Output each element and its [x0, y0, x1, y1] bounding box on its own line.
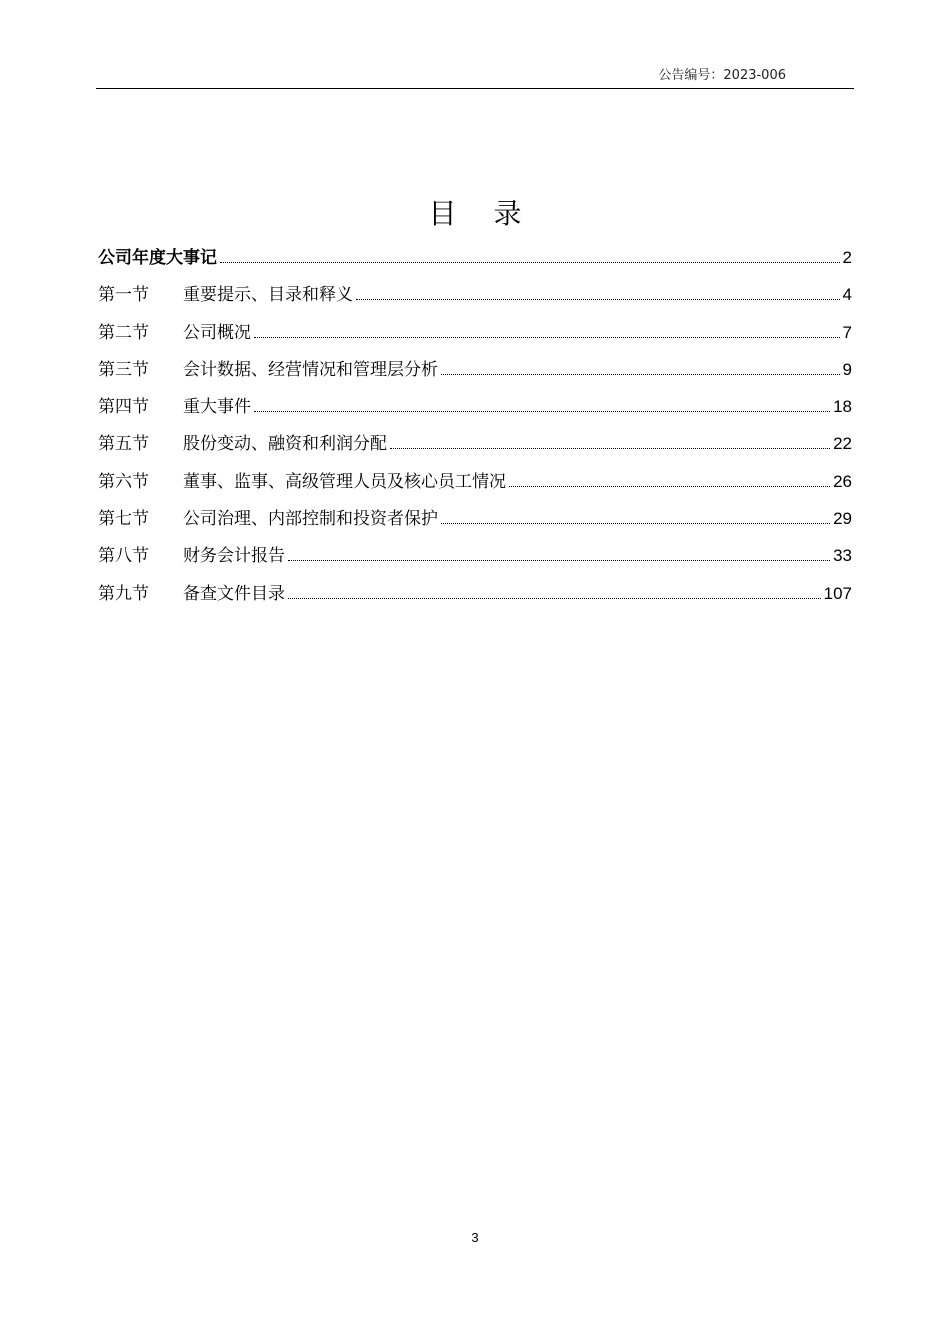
toc-entry-annual-events[interactable] — [98, 246, 852, 283]
dot-leader — [441, 509, 830, 524]
toc-entry-page: 18 — [833, 397, 852, 417]
toc-entry-page: 4 — [842, 285, 852, 305]
toc-entry-section-6[interactable] — [98, 470, 852, 507]
toc-entry-label: 董事、监事、高级管理人员及核心员工情况 — [183, 471, 506, 492]
toc-entry-page: 107 — [823, 583, 852, 603]
toc-title: 目 录 — [428, 197, 536, 230]
toc-section-number: 第八节 — [98, 546, 149, 567]
toc-entry-label: 重大事件 — [183, 397, 251, 418]
header-divider — [96, 88, 854, 89]
toc-entry-label: 公司年度大事记 — [98, 248, 217, 268]
toc-entry-section-9[interactable] — [98, 582, 852, 619]
toc-entry-page: 22 — [833, 434, 852, 454]
toc-section-number: 第七节 — [98, 509, 149, 530]
dot-leader — [288, 584, 821, 599]
toc-section-number: 第五节 — [98, 434, 149, 455]
toc-section-number: 第一节 — [98, 285, 149, 306]
toc-section-number: 第三节 — [98, 359, 149, 380]
dot-leader — [509, 472, 830, 487]
toc-section-number: 第二节 — [98, 322, 149, 343]
toc-entry-label: 备查文件目录 — [183, 583, 285, 604]
dot-leader — [441, 360, 840, 375]
toc-entry-label: 重要提示、目录和释义 — [183, 285, 353, 306]
toc-entry-page: 33 — [833, 546, 852, 566]
toc-entry-label: 公司概况 — [183, 322, 251, 343]
toc-entry-label: 公司治理、内部控制和投资者保护 — [183, 509, 438, 530]
toc-entry-label: 财务会计报告 — [183, 546, 285, 567]
toc-entry-page: 7 — [842, 322, 852, 342]
toc-entry-page: 29 — [833, 509, 852, 529]
toc-section-number: 第六节 — [98, 471, 149, 492]
dot-leader — [288, 546, 830, 561]
toc-entry-section-1[interactable] — [98, 283, 852, 320]
dot-leader — [254, 397, 830, 412]
toc-entry-label: 股份变动、融资和利润分配 — [183, 434, 387, 455]
toc-entry-label: 会计数据、经营情况和管理层分析 — [183, 359, 438, 380]
toc-entry-page: 26 — [833, 471, 852, 491]
dot-leader — [356, 285, 840, 300]
announcement-number: 公告编号：2023-006 — [658, 68, 786, 83]
toc-entry-section-7[interactable] — [98, 507, 852, 544]
dot-leader — [254, 323, 840, 338]
dot-leader — [390, 434, 830, 449]
toc-entry-section-2[interactable] — [98, 321, 852, 358]
toc-entry-section-4[interactable] — [98, 395, 852, 432]
toc-entry-section-5[interactable] — [98, 432, 852, 469]
toc-entry-page: 9 — [842, 359, 852, 379]
page-number: 3 — [471, 1230, 479, 1245]
dot-leader — [220, 248, 840, 263]
toc-entry-section-8[interactable] — [98, 544, 852, 581]
toc-entry-section-3[interactable] — [98, 358, 852, 395]
toc-section-number: 第九节 — [98, 583, 149, 604]
table-of-contents — [98, 246, 852, 619]
toc-entry-page: 2 — [842, 248, 852, 267]
toc-section-number: 第四节 — [98, 397, 149, 418]
